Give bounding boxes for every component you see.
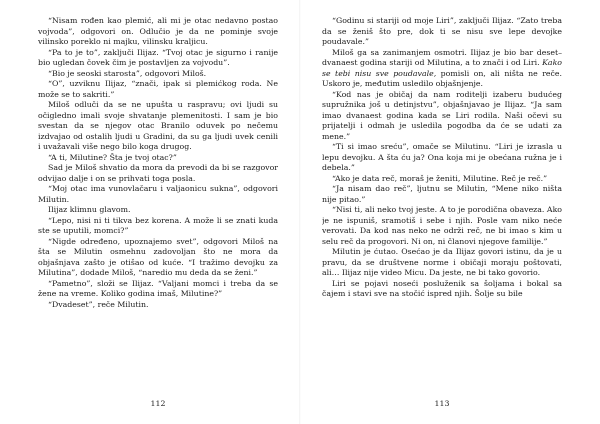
paragraph: “Moj otac ima vunovlačaru i valjaonicu sukna”, odgovori Milutin. <box>38 184 278 204</box>
paragraph: “Nisam rođen kao plemić, ali mi je otac nedavno postao vojvoda”, odgovori on. Odlučio je da ne pominje svoje vilinsko poreklo ni majku, vilinsku kraljicu. <box>38 16 278 46</box>
page-number: 112 <box>150 399 166 408</box>
paragraph: “Godinu si stariji od moje Liri”, zaključi Ilijaz. “Zato treba da se ženiš što pre, dok ti se nisu sve lepe devojke poudavale.” <box>322 16 562 46</box>
book-gutter <box>299 0 301 424</box>
paragraph: “Lepo, nisi ni ti tikva bez korena. A može li se znati kuda ste se uputili, momci?” <box>38 215 278 235</box>
paragraph: Miloš odluči da se ne upušta u raspravu; ovi ljudi su očigledno imali svoje shvatanje plemenitosti. I sam je bio svestan da se njegov otac Branilo oduvek po nečemu izdvajao od ostalih ljudi u Gradini, da su ga ljudi uvek cenili i uvažavali više nego bilo koga drugog. <box>38 100 278 151</box>
paragraph: “Bio je seoski starosta”, odgovori Miloš. <box>48 68 207 78</box>
paragraph: “Dvadeset”, reče Milutin. <box>48 299 149 309</box>
right-page-text <box>322 16 562 388</box>
paragraph: “Ja nisam dao reč”, ljutnu se Milutin, “Mene niko ništa nije pitao.” <box>322 184 562 204</box>
left-page <box>38 16 278 408</box>
right-page <box>322 16 562 408</box>
page-number: 113 <box>434 399 450 408</box>
paragraph-text: pomisli on, ali ništa ne reče. Uskoro je, međutim usledilo objašnjenje. <box>322 68 562 88</box>
paragraph-text: Miloš ga sa zanimanjem osmotri. Ilijaz je bio bar deset–dvanaest godina stariji od Milutina, a to znači i od Liri. <box>322 47 562 67</box>
paragraph: Ilijaz klimnu glavom. <box>48 205 131 214</box>
paragraph: “A ti, Milutine? Šta je tvoj otac?” <box>48 152 177 162</box>
paragraph: Liri se pojavi noseći posluženik sa šoljama i bokal sa čajem i stavi sve na stočić ispred njih. Šolje su bile <box>322 278 562 298</box>
paragraph: “Kod nas je običaj da nam roditelji izaberu budućeg supružnika još u detinjstvu”, objašnjavao je Ilijaz. “Ja sam imao dvanaest godina kada se Liri rodila. Naši očevi su prijatelji i odmah je usledila pogodba da će se udati za mene.” <box>322 89 562 141</box>
paragraph: “Nigde određeno, upoznajemo svet”, odgovori Miloš na šta se Milutin osmehnu zadovoljan što ne mora da objašnjava zašto je otišao od kuće. “I tražimo devojku za Milutina”, dodade Miloš, “naredio mu deda da se ženi.” <box>38 236 278 277</box>
italic-thought: Kako se tebi nisu sve poudavale, <box>322 58 562 78</box>
paragraph <box>322 48 562 90</box>
left-page-text <box>38 16 278 388</box>
paragraph: “O”, uzviknu Ilijaz, “znači, ipak si plemićkog roda. Ne može se to sakriti.” <box>38 79 278 99</box>
paragraph: Sad je Miloš shvatio da mora da prevodi da bi se razgovor odvijao dalje i on se prihvati toga posla. <box>38 163 278 183</box>
paragraph: “Pa to je to”, zaključi Ilijaz. “Tvoj otac je sigurno i ranije bio ugledan čovek čim je postavljen za vojvodu”. <box>38 47 278 67</box>
paragraph: “Ti si imao sreću”, omače se Milutinu. “Liri je izrasla u lepu devojku. A šta ću ja? Ona koja mi je obećana ružna je i debela.” <box>322 142 562 172</box>
paragraph: Milutin je ćutao. Osećao je da Ilijaz govori istinu, da je u pravu, da se društvene norme i običaji moraju poštovati, ali… Ilijaz nije video Micu. Da jeste, ne bi tako govorio. <box>322 247 562 277</box>
paragraph: “Nisi ti, ali neko tvoj jeste. A to je porodična obaveza. Ako je ne ispuniš, sramotiš i sebe i njih. Posle vam niko neće verovati. Da kod nas neko ne održi reč, ne bi imao s kim u selu reč da progovori. Ni on, ni članovi njegove familije.” <box>322 205 562 246</box>
paragraph: “Pametno”, složi se Ilijaz. “Valjani momci i treba da se žene na vreme. Koliko godina imaš, Milutine?” <box>38 278 278 298</box>
paragraph: “Ako je data reč, moraš je ženiti, Milutine. Reč je reč.” <box>332 173 548 183</box>
